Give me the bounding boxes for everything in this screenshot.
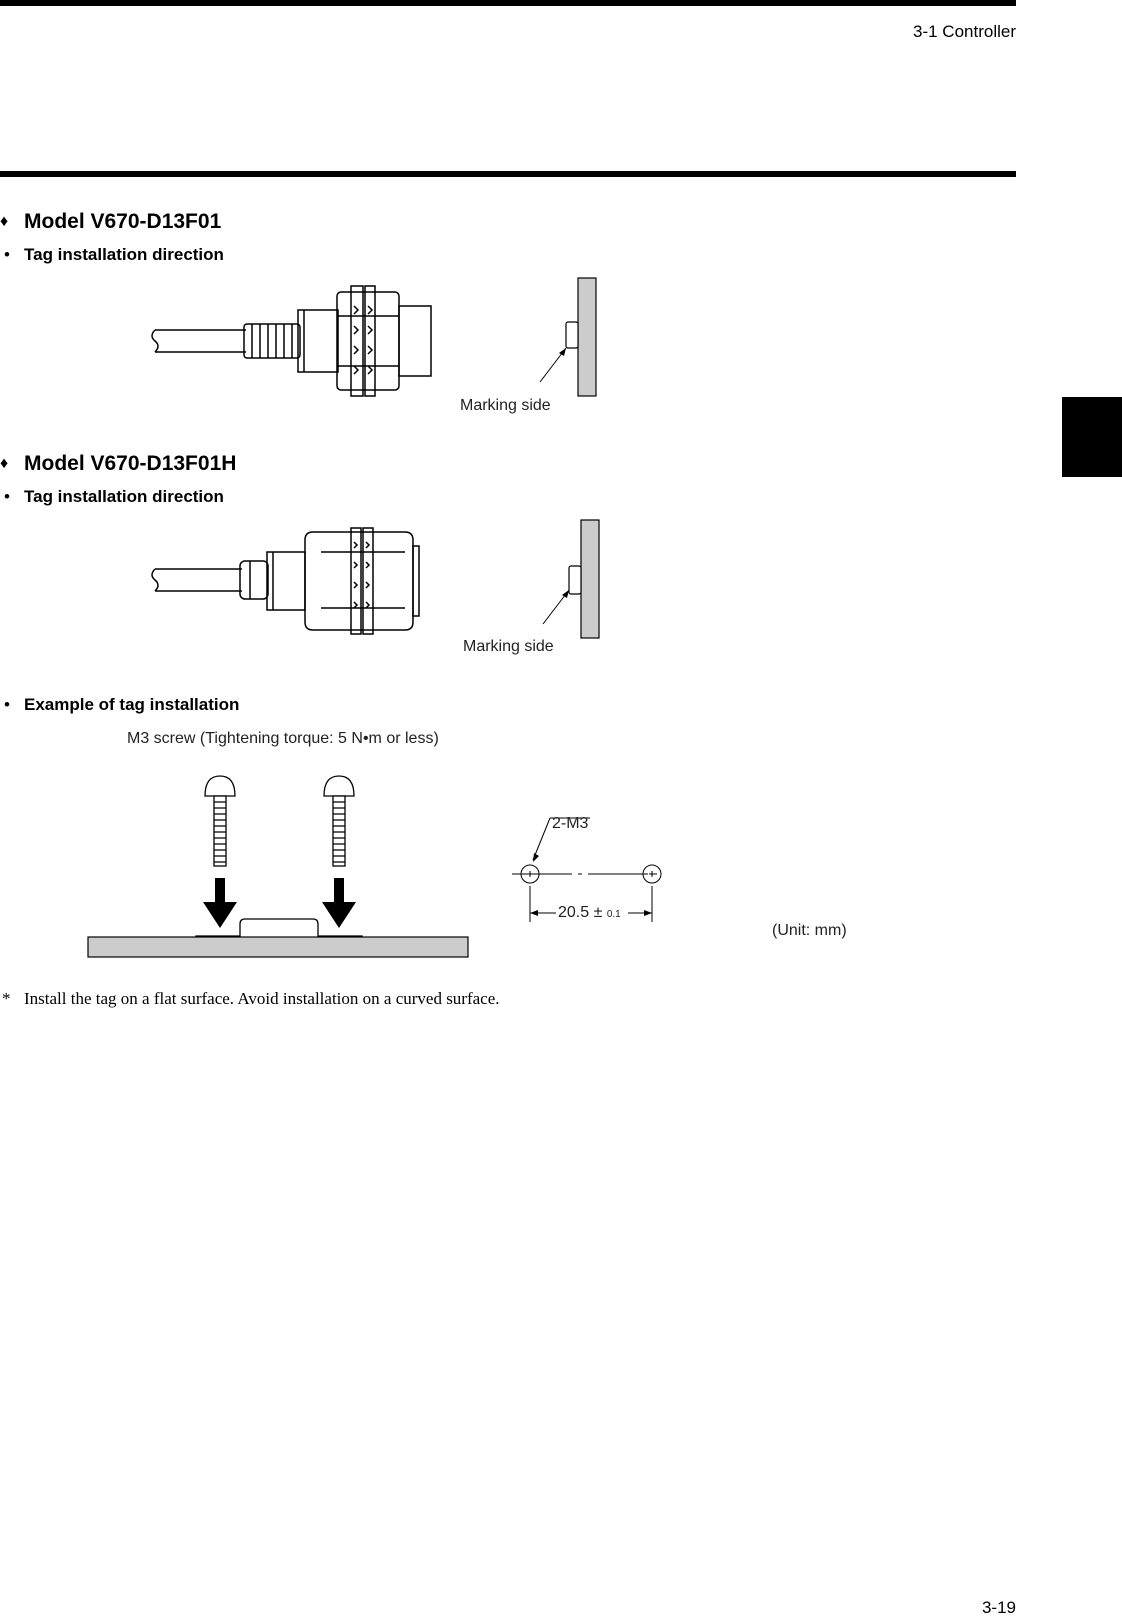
dimension-label [558,904,621,922]
bullet-icon: • [4,695,10,714]
diamond-icon: ♦ [0,455,9,472]
header-section-title: 3-1 Controller [913,22,1016,41]
bullet-icon: • [4,487,10,506]
bullet-tag-direction-2: • Tag installation direction [0,487,224,507]
header-bottom-rule [0,171,1016,177]
note-text: Install the tag on a flat surface. Avoid installation on a curved surface. [24,989,500,1008]
chapter-side-tab [1062,397,1122,477]
page-number: 3-19 [981,1598,1016,1617]
dimension-tolerance: 0.1 [606,909,621,920]
bullet-tag-direction-1: • Tag installation direction [0,245,224,265]
section-title-d13f01: ♦ Model V670-D13F01 [0,210,222,233]
note-marker: * [2,989,11,1008]
dimension-value: 20.5 ± [558,904,603,921]
diagram-tag-installation [0,770,700,970]
marking-side-label-2: Marking side [463,638,554,655]
unit-label: (Unit: mm) [772,922,847,939]
top-rule [0,0,1016,6]
screw-right [324,776,354,866]
bullet-example-installation: • Example of tag installation [0,695,239,715]
bullet-icon: • [4,245,10,264]
diagram-reader-d13f01 [0,270,620,400]
hole-label: 2-M3 [552,815,589,832]
marking-side-label-1: Marking side [460,397,551,414]
diamond-icon: ♦ [0,213,9,230]
arrow-down-icon [322,878,356,928]
screw-left [205,776,235,866]
section-title-d13f01h: ♦ Model V670-D13F01H [0,452,237,475]
screw-label: M3 screw (Tightening torque: 5 N•m or less) [127,730,439,747]
installation-note [0,989,500,1009]
diagram-reader-d13f01h [0,512,620,642]
arrow-down-icon [203,878,237,928]
